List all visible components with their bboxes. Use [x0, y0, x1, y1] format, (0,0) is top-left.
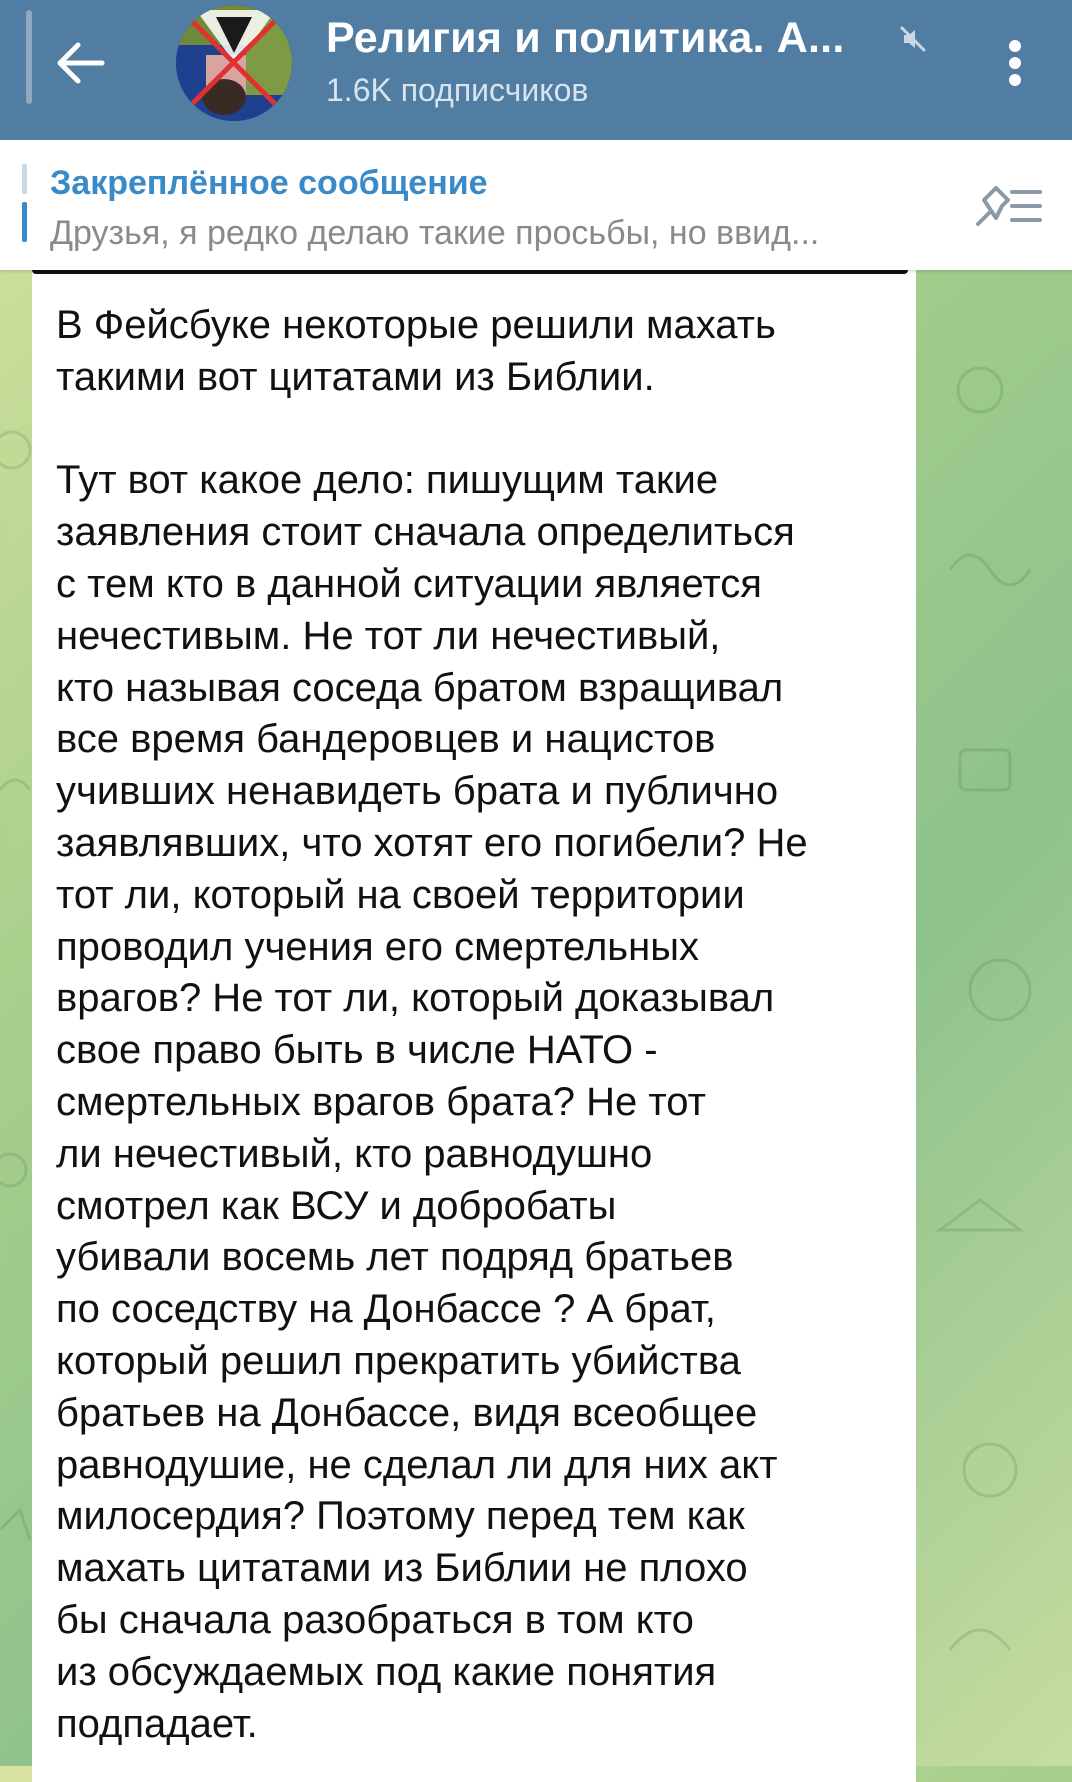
avatar-image — [176, 5, 292, 121]
pinned-preview-text: Друзья, я редко делаю такие просьбы, но ввид... — [50, 214, 820, 252]
paragraph-gap — [56, 404, 916, 456]
pinned-list-icon — [968, 174, 1048, 234]
message-line: смотрел как ВСУ и добробаты — [56, 1183, 617, 1228]
more-options-button[interactable] — [990, 30, 1040, 96]
message-line: кто называя соседа братом взращивал — [56, 665, 784, 710]
channel-title[interactable]: Религия и политика. А... — [326, 14, 845, 62]
message-line: такими вот цитатами из Библии. — [56, 354, 655, 399]
message-line: по соседству на Донбассе ? А брат, — [56, 1287, 716, 1332]
more-vert-icon — [1007, 38, 1023, 88]
subscriber-count: 1.6K подписчиков — [326, 72, 589, 108]
message-line: свое право быть в числе НАТО - — [56, 1028, 658, 1073]
pinned-title: Закреплённое сообщение — [50, 164, 488, 202]
message-line: нечестивым. Не тот ли нечестивый, — [56, 613, 721, 658]
message-line: равнодушие, не сделал ли для них акт — [56, 1442, 778, 1487]
message-line: заявления стоит сначала определиться — [56, 510, 795, 555]
message-line: заявлявших, что хотят его погибели? Не — [56, 820, 808, 865]
message-line: бы сначала разобраться в том кто — [56, 1597, 694, 1642]
top-app-bar — [0, 0, 1072, 140]
message-line: который решил прекратить убийства — [56, 1338, 741, 1383]
message-line: проводил учения его смертельных — [56, 924, 699, 969]
message-line: В Фейсбуке некоторые решили махать — [56, 303, 776, 347]
pinned-list-button[interactable] — [968, 174, 1048, 234]
message-line: махать цитатами из Библии не плохо — [56, 1546, 748, 1591]
back-button[interactable] — [40, 30, 120, 95]
pinned-message-bar[interactable] — [0, 140, 1072, 270]
message-bubble[interactable] — [32, 262, 916, 1782]
message-line: ли нечестивый, кто равнодушно — [56, 1131, 653, 1176]
message-line: учивших ненавидеть брата и публично — [56, 769, 779, 814]
message-line: убивали восемь лет подряд братьев — [56, 1235, 734, 1280]
message-line: подпадает. — [56, 1701, 258, 1746]
message-line: из обсуждаемых под какие понятия — [56, 1649, 717, 1694]
message-line: братьев на Донбассе, видя всеобщее — [56, 1390, 758, 1435]
message-line: милосердия? Поэтому перед тем как — [56, 1494, 745, 1539]
channel-avatar[interactable] — [176, 5, 292, 121]
message-line: тот ли, который на своей территории — [56, 872, 745, 917]
previous-message-edge — [32, 270, 908, 274]
message-line: с тем кто в данной ситуации является — [56, 561, 762, 606]
message-line: Тут вот какое дело: пишущим такие — [56, 458, 719, 503]
muted-icon — [898, 24, 928, 54]
message-text — [56, 300, 916, 1750]
arrow-left-icon — [54, 41, 106, 85]
message-line: врагов? Не тот ли, который доказывал — [56, 976, 775, 1021]
pinned-indicator — [22, 164, 27, 246]
window-edge — [26, 10, 32, 104]
message-line: смертельных врагов брата? Не тот — [56, 1079, 706, 1124]
message-line: все время бандеровцев и нацистов — [56, 717, 716, 762]
